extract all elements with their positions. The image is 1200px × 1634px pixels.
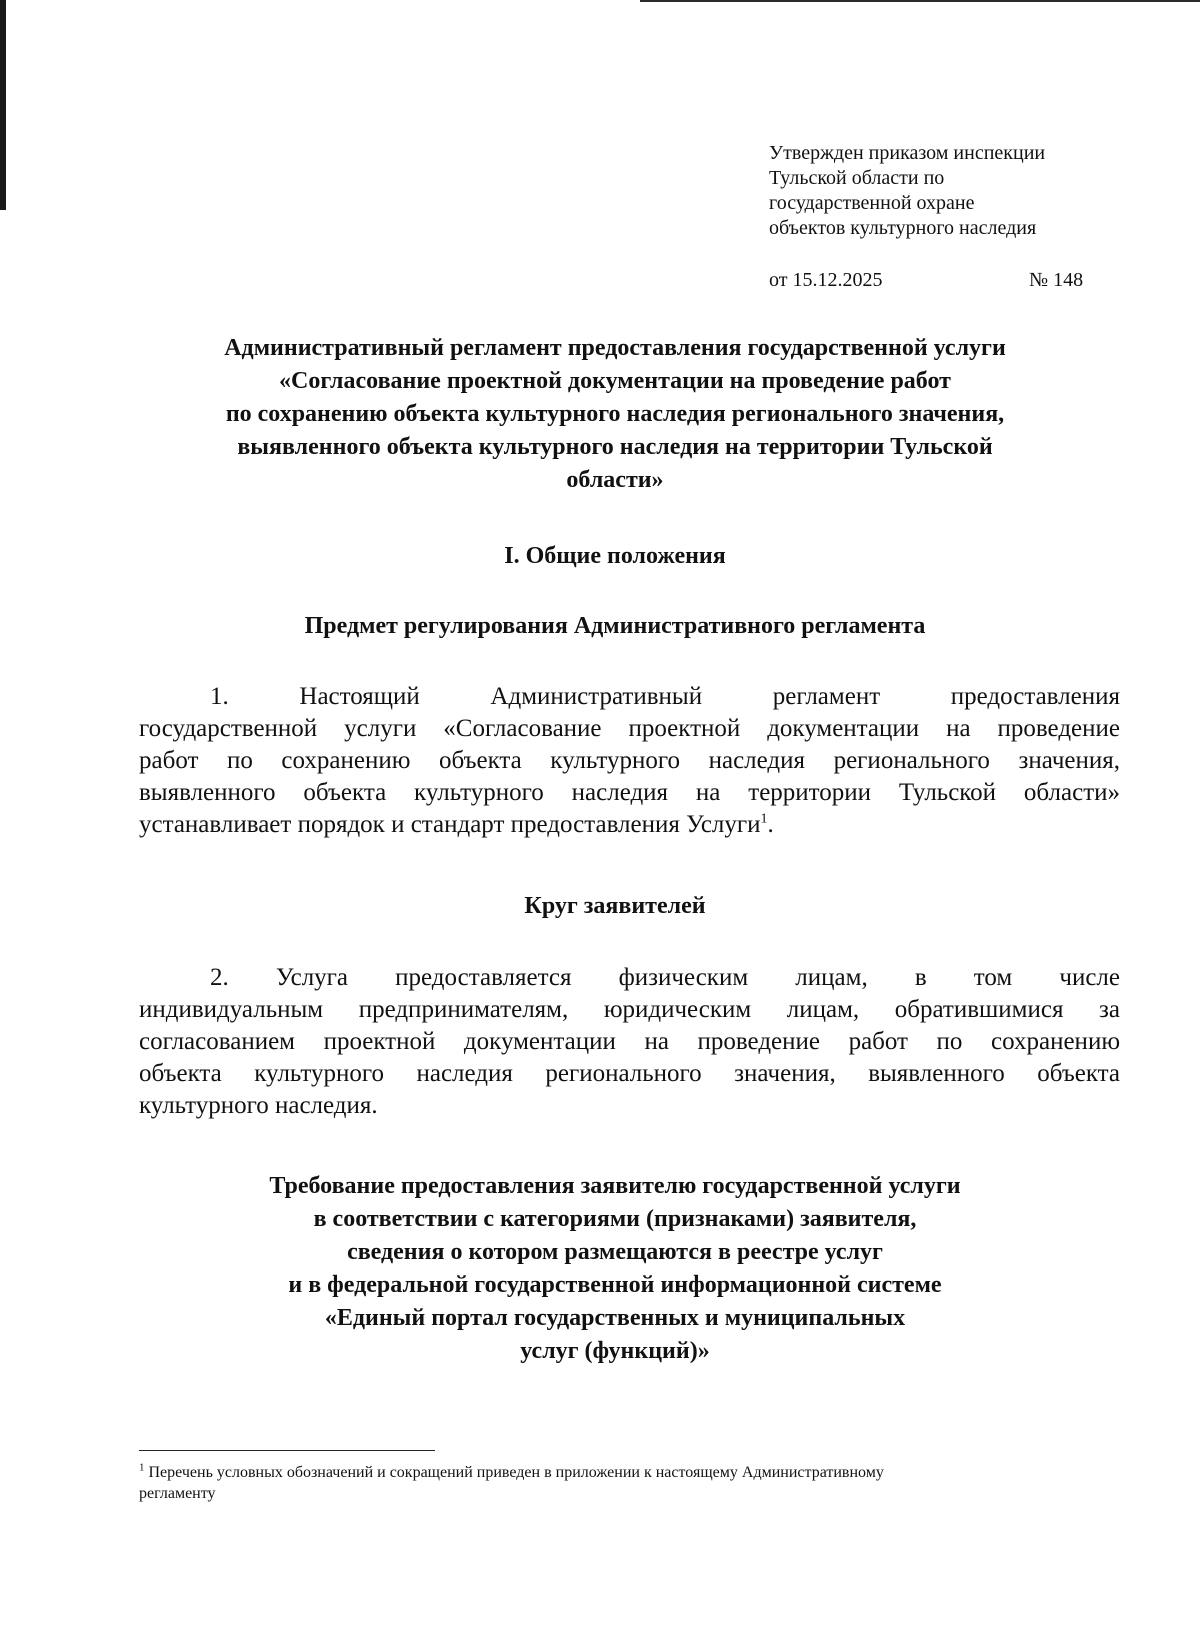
footnote-separator [139,1450,435,1451]
paragraph-2-line-2: индивидуальным предпринимателям, юридическим лицам, обратившимися за [139,996,1120,1023]
scan-edge-left [0,0,6,210]
paragraph-1-line-3: работ по сохранению объекта культурного наследия регионального значения, [139,747,1120,774]
title-line-2: «Согласование проектной документации на проведение работ [279,368,951,394]
paragraph-1-line-5-text: устанавливает порядок и стандарт предоставления Услуги [139,811,761,838]
section-heading-requirement [140,1170,1090,1368]
paragraph-2-line-1: 2. Услуга предоставляется физическим лицам, в том числе [210,964,1120,991]
paragraph-2 [139,962,1120,1122]
approval-block [769,141,1129,291]
footnote-line-2: регламенту [139,1485,216,1502]
document-title [140,332,1090,497]
approval-line-4: объектов культурного наследия [769,217,1037,239]
paragraph-1-line-4: выявленного объекта культурного наследия на территории Тульской области» [139,779,1120,806]
requirement-line-5: «Единый портал государственных и муниципальных [324,1305,906,1331]
requirement-line-1: Требование предоставления заявителю государственной услуги [269,1173,961,1199]
approval-line-1: Утвержден приказом инспекции [769,142,1046,164]
section-heading-subject: Предмет регулирования Административного регламента [304,613,926,639]
paragraph-1-end: . [767,811,774,838]
requirement-line-3: сведения о котором размещаются в реестре услуг [347,1239,883,1265]
requirement-line-4: и в федеральной государственной информационной системе [288,1272,942,1298]
approval-number: № 148 [1029,269,1084,291]
title-line-1: Административный регламент предоставления государственной услуги [224,335,1006,361]
paragraph-1-line-1: 1. Настоящий Административный регламент предоставления [210,683,1120,710]
paragraph-2-line-4: объекта культурного наследия регионального значения, выявленного объекта [139,1060,1120,1087]
footnote-line-1-text: Перечень условных обозначений и сокращений приведен в приложении к настоящему Административному [144,1464,884,1481]
requirement-line-2: в соответствии с категориями (признаками) заявителя, [313,1206,917,1232]
title-line-5: области» [566,467,664,493]
paragraph-1-line-2: государственной услуги «Согласование проектной документации на проведение [139,715,1120,742]
paragraph-2-line-3: согласованием проектной документации на проведение работ по сохранению [139,1028,1120,1055]
approval-line-2: Тульской области по [769,167,945,189]
paragraph-1 [139,681,1120,841]
title-line-4: выявленного объекта культурного наследия на территории Тульской [237,434,993,460]
approval-date: от 15.12.2025 [769,269,883,291]
footnote-line-1 [139,1462,1099,1483]
paragraph-2-line-5: культурного наследия. [139,1092,378,1119]
requirement-line-6: услуг (функций)» [520,1338,710,1364]
title-line-3: по сохранению объекта культурного наследия регионального значения, [225,401,1005,427]
section-heading-general: I. Общие положения [504,543,726,569]
approval-date-row [769,268,1099,293]
paragraph-1-line-5 [139,809,1120,841]
approval-line-3: государственной охране [769,192,975,214]
footnote [139,1462,1099,1504]
footnote-marker: 1 [139,1461,145,1474]
scan-edge-top [640,0,1200,2]
section-heading-applicants: Круг заявителей [524,893,706,919]
footnote-reference: 1 [760,811,768,827]
